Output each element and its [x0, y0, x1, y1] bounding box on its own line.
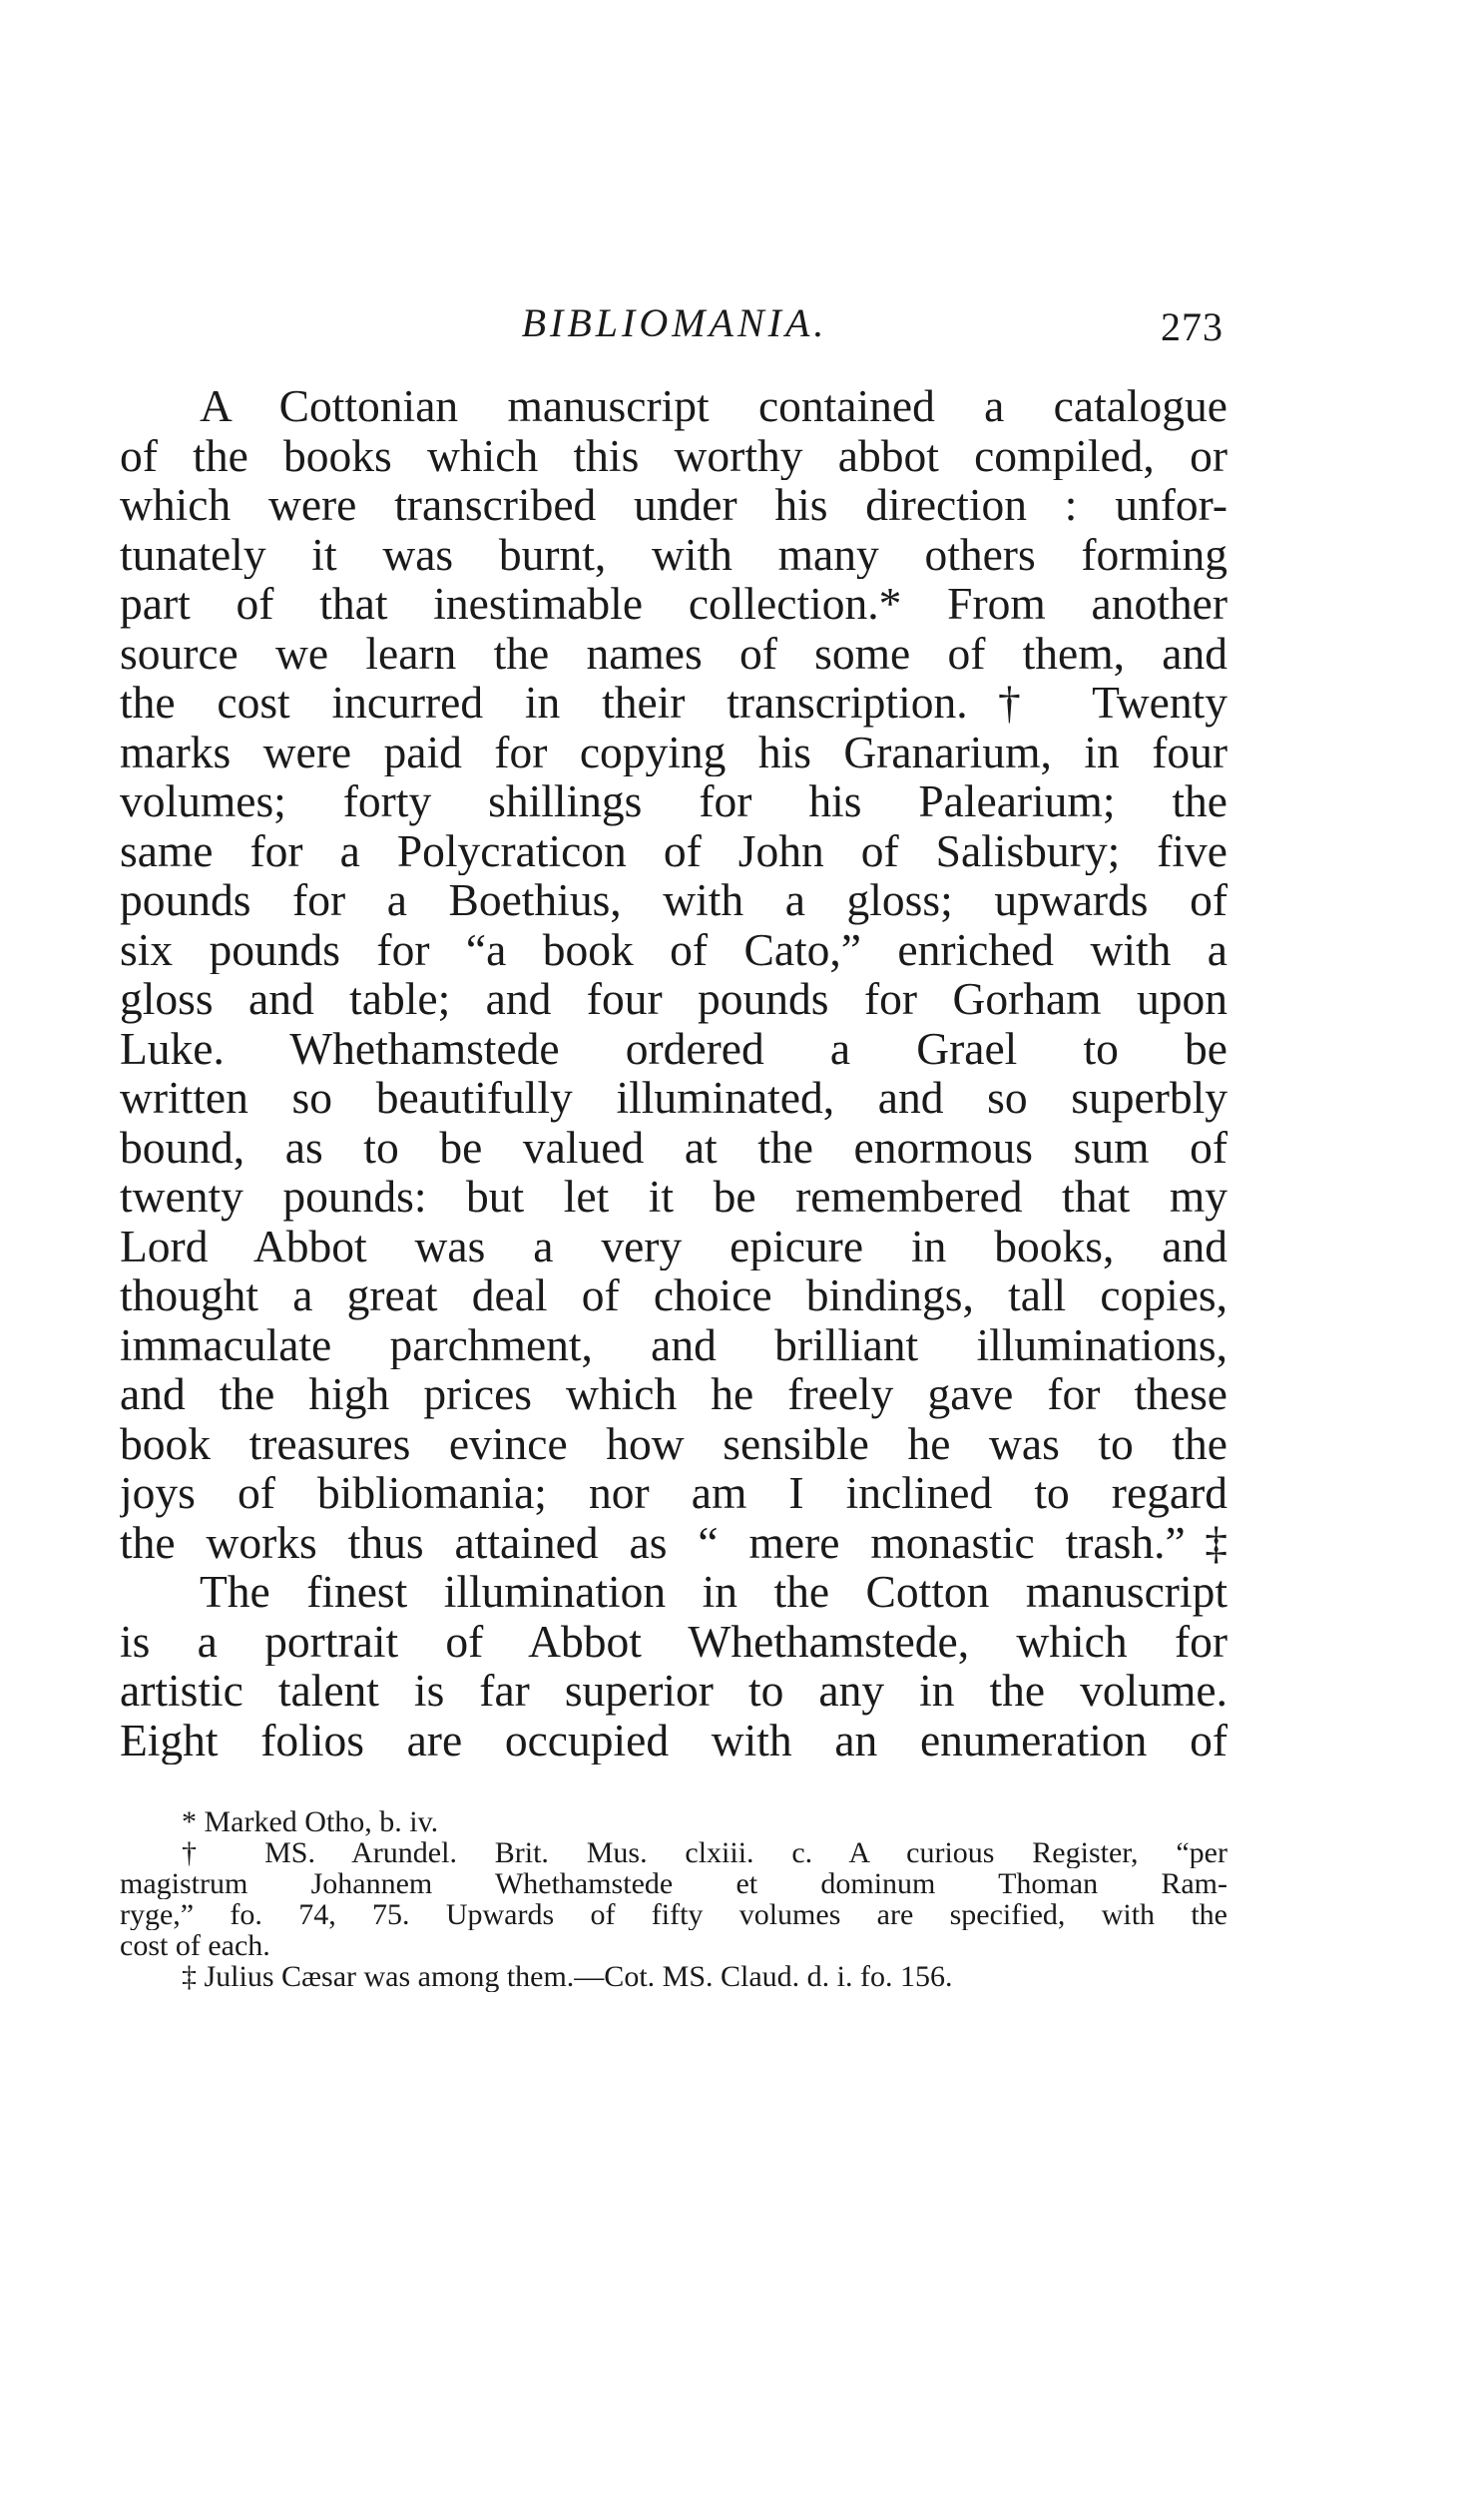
text-line: thought a great deal of choice bindings, tall copies, — [120, 1270, 1227, 1320]
text-line: joys of bibliomania; nor am I inclined to regard — [120, 1468, 1227, 1518]
text-line: gloss and table; and four pounds for Gorham upon — [120, 974, 1227, 1024]
text-line: which were transcribed under his direction : unfor- — [120, 480, 1227, 530]
text-line: bound, as to be valued at the enormous sum of — [120, 1122, 1227, 1172]
text-line: The finest illumination in the Cotton manuscript — [200, 1567, 1227, 1617]
running-title: BIBLIOMANIA. — [521, 300, 828, 345]
text-line: source we learn the names of some of them, and — [120, 628, 1227, 678]
text-line: and the high prices which he freely gave for these — [120, 1369, 1227, 1419]
page-number: 273 — [1161, 304, 1224, 349]
page-header — [126, 299, 1224, 359]
text-line: twenty pounds: but let it be remembered that my — [120, 1172, 1227, 1222]
footnotes — [120, 1806, 1227, 1992]
text-line: six pounds for “a book of Cato,” enriched with a — [120, 924, 1227, 974]
footnote-line: * Marked Otho, b. iv. — [182, 1806, 439, 1837]
text-line: marks were paid for copying his Granarium, in four — [120, 727, 1227, 776]
footnote-line: magistrum Johannem Whethamstede et dominum Thoman Ram- — [120, 1868, 1227, 1899]
main-text — [120, 381, 1227, 1764]
text-line: of the books which this worthy abbot compiled, or — [120, 430, 1227, 480]
text-line: pounds for a Boethius, with a gloss; upwards of — [120, 875, 1227, 925]
text-line: is a portrait of Abbot Whethamstede, which for — [120, 1616, 1227, 1666]
text-line: the cost incurred in their transcription.† Twenty — [120, 678, 1227, 728]
text-line: Luke. Whethamstede ordered a Grael to be — [120, 1023, 1227, 1073]
text-line: immaculate parchment, and brilliant illuminations, — [120, 1319, 1227, 1369]
text-line: Eight folios are occupied with an enumeration of — [120, 1715, 1227, 1764]
footnote-line: ryge,” fo. 74, 75. Upwards of fifty volumes are specified, with the — [120, 1899, 1227, 1930]
text-line: A Cottonian manuscript contained a catalogue — [200, 381, 1227, 431]
footnote-line: ‡ Julius Cæsar was among them.—Cot. MS. Claud. d. i. fo. 156. — [182, 1961, 953, 1992]
footnote-line: cost of each. — [120, 1930, 270, 1961]
text-line: artistic talent is far superior to any in the volume. — [120, 1666, 1227, 1716]
text-line: part of that inestimable collection.* From another — [120, 579, 1227, 629]
text-line: written so beautifully illuminated, and so superbly — [120, 1073, 1227, 1123]
text-line: tunately it was burnt, with many others forming — [120, 529, 1227, 579]
text-line: volumes; forty shillings for his Palearium; the — [120, 776, 1227, 826]
text-line: same for a Polycraticon of John of Salisbury; five — [120, 825, 1227, 875]
text-line: Lord Abbot was a very epicure in books, and — [120, 1221, 1227, 1270]
text-line: the works thus attained as “ mere monastic trash.”‡ — [120, 1517, 1227, 1567]
text-line: book treasures evince how sensible he was to the — [120, 1418, 1227, 1468]
footnote-line: † MS. Arundel. Brit. Mus. clxiii. c. A curious Register, “per — [182, 1837, 1227, 1868]
